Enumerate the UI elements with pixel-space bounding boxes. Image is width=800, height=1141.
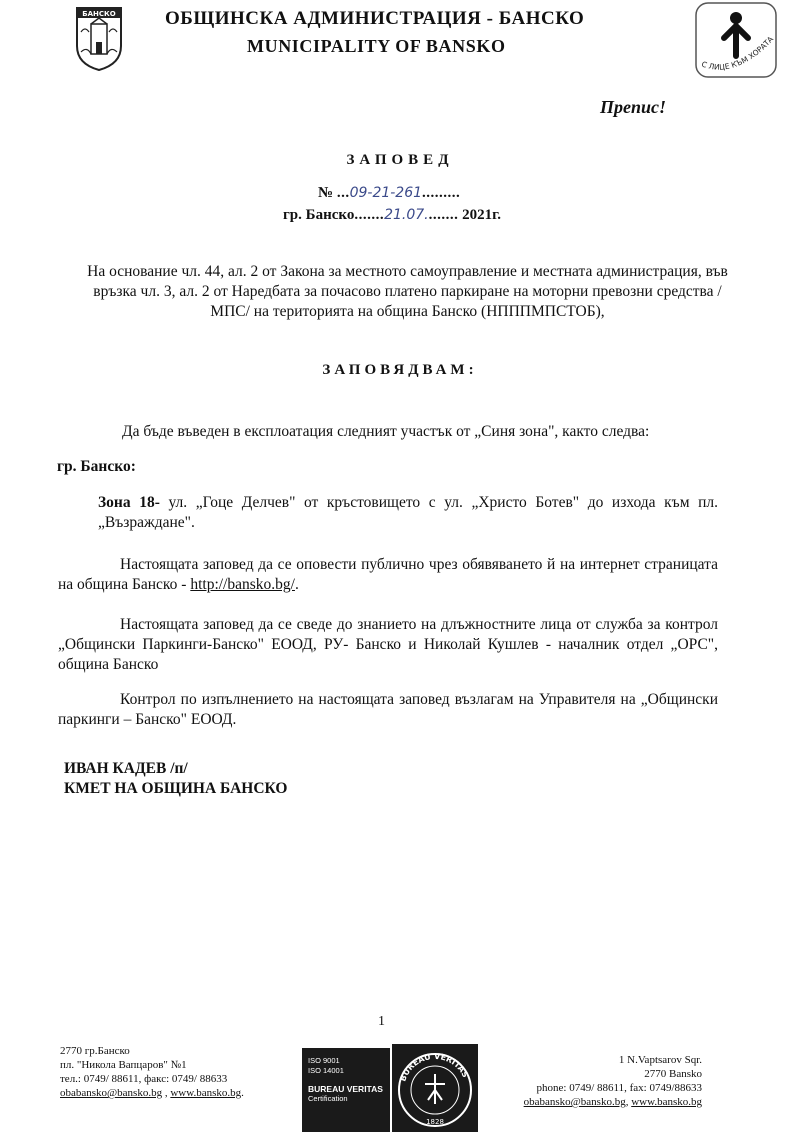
municipality-title-bg: ОБЩИНСКА АДМИНИСТРАЦИЯ - БАНСКО (165, 8, 585, 29)
crest-text: БАНСКО (82, 10, 116, 18)
face-to-people-logo (693, 0, 779, 80)
website-link[interactable]: http://bansko.bg/ (190, 576, 295, 593)
bureau-veritas-seal (392, 1044, 478, 1132)
signatory-name: ИВАН КАДЕВ /п/ (64, 760, 188, 777)
order-year: 2021г. (462, 207, 501, 223)
page-number: 1 (378, 1014, 385, 1029)
zone-item (98, 493, 718, 533)
footer-web-link-en[interactable]: www.bansko.bg (631, 1096, 702, 1108)
order-number-line: № ...09-21-261......... (318, 185, 461, 201)
badge-text: С ЛИЦЕ КЪМ ХОРАТА (700, 34, 776, 72)
seal-text: BUREAU VERITAS (398, 1051, 470, 1083)
seal-year: 1828 (426, 1118, 444, 1126)
footer-address-bg: 2770 гр.Банско пл. "Никола Вапцаров" №1 тел.: 0749/ 88611, факс: 0749/ 88633 obabansko@bansko.bg , www.bansko.bg. (60, 1045, 244, 1099)
order-date: 21.07. (384, 207, 429, 223)
number-prefix: № (318, 185, 334, 201)
place-date-line: гр. Банско.......21.07........ 2021г. (283, 207, 501, 223)
municipality-title-en: MUNICIPALITY OF BANSKO (247, 36, 506, 56)
paragraph-notification: Настоящата заповед да се сведе до знанието на длъжностните лица от служба за контрол „Общински Паркинги-Банско" ЕООД, РУ- Банско и Николай Кушлев - началник отдел „ОРС", община Банско (58, 616, 718, 673)
footer-address-en: 1 N.Vaptsarov Sqr. 2770 Bansko phone: 0749/ 88611, fax: 0749/88633 obabansko@bansko.bg, www.bansko.bg (523, 1054, 702, 1108)
place-prefix: гр. Банско (283, 207, 355, 223)
municipal-crest-logo (73, 2, 125, 72)
paragraph-introduction: Да бъде въведен в експлоатация следният участък от „Синя зона", както следва: (122, 423, 650, 440)
order-number: 09-21-261 (349, 185, 423, 201)
footer-web-link[interactable]: www.bansko.bg (170, 1087, 242, 1099)
zone-label: Зона 18- (98, 494, 160, 511)
paragraph-control: Контрол по изпълнението на настоящата заповед възлагам на Управителя на „Общински паркинги – Банско" ЕООД. (58, 691, 718, 728)
preamble: На основание чл. 44, ал. 2 от Закона за местното самоуправление и местната администрация, във връзка чл. 3, ал. 2 от Наредбата за почасово платено паркиране на моторни превозни средства /МПС/ на територията на община Банско (НПППМПСТОБ), (87, 263, 728, 320)
iso-certification-box: ISO 9001 ISO 14001 BUREAU VERITAS Certification (302, 1048, 390, 1132)
copy-mark: Препис! (600, 97, 667, 117)
footer-email-link-en[interactable]: obabansko@bansko.bg (523, 1096, 626, 1108)
footer-email-link[interactable]: obabansko@bansko.bg (60, 1087, 163, 1099)
publication-text: Настоящата заповед да се оповести публично чрез обявяването й на интернет страницата на община Банско - (58, 556, 718, 593)
order-heading: ЗАПОВЯДВАМ: (322, 362, 478, 378)
signatory-title: КМЕТ НА ОБЩИНА БАНСКО (64, 780, 288, 797)
city-heading: гр. Банско: (57, 458, 136, 475)
document-title: ЗАПОВЕД (346, 152, 454, 168)
paragraph-publication: Настоящата заповед да се оповести публично чрез обявяването й на интернет страницата на община Банско - http://bansko.bg/. (58, 556, 718, 593)
zone-description: ул. „Гоце Делчев" от кръстовището с ул. „Христо Ботев" до изхода към пл. „Възраждане". (98, 494, 718, 531)
